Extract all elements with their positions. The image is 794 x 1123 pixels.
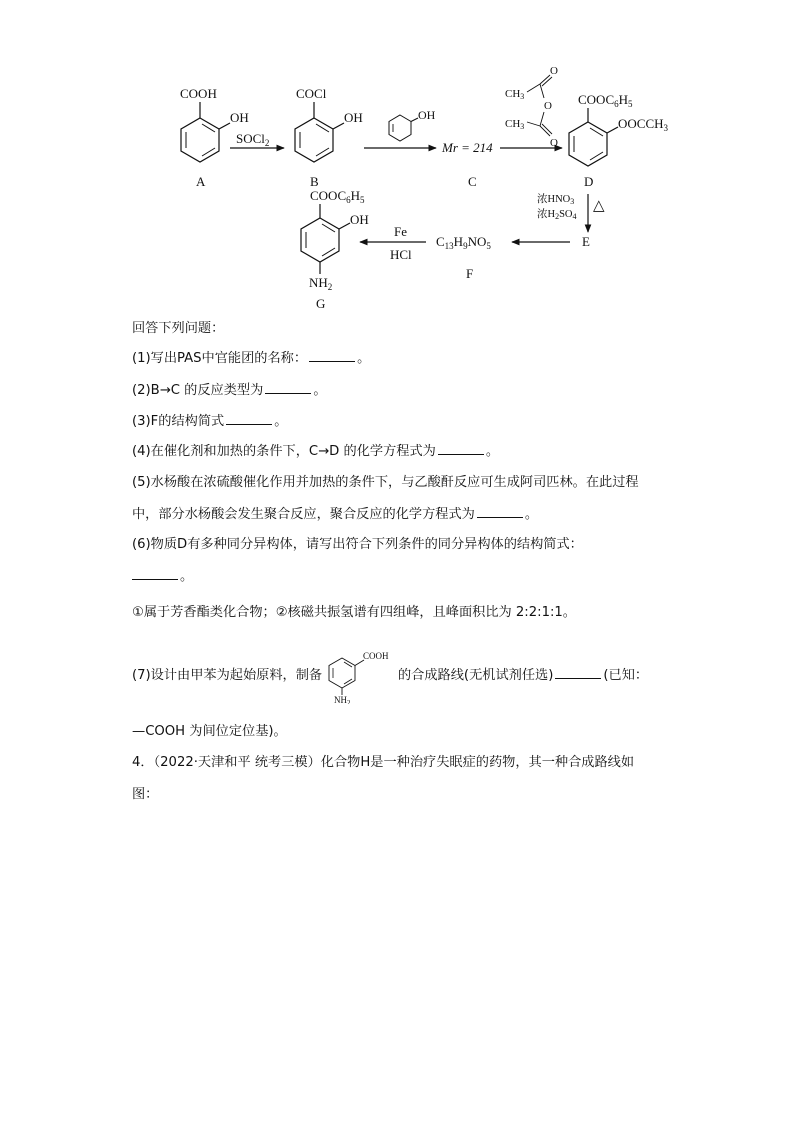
reaction-scheme: [150, 60, 690, 320]
answer-blank-6[interactable]: [132, 567, 178, 580]
mol7-cooh-label: COOH: [363, 651, 389, 661]
svg-text:O: O: [550, 65, 558, 77]
reagent-socl2: SOCl$_2$: [236, 131, 270, 148]
question-2: (2)B→C 的反应类型为 。: [132, 383, 327, 398]
g-cooc6h5-label: $COOC_6H_5$: [310, 188, 365, 205]
question-4: (4)在催化剂和加热的条件下，C→D 的化学方程式为 。: [132, 444, 500, 459]
question-5-line-2: 中，部分水杨酸会发生聚合反应，聚合反应的化学方程式为 。: [132, 507, 539, 522]
svg-text:CH3: CH3: [505, 88, 525, 101]
svg-text:O: O: [550, 137, 558, 149]
b-label: B: [310, 174, 319, 189]
question-3: (3)F的结构简式 。: [132, 414, 288, 429]
c-label: C: [468, 174, 477, 189]
heat-symbol: △: [593, 198, 605, 214]
svg-text:CH3: CH3: [505, 118, 525, 131]
g-nh2-label: $NH_2$: [309, 275, 333, 292]
a-oh-label: OH: [230, 110, 249, 125]
question-7-part-b: 的合成路线(无机试剂任选) (已知：: [398, 668, 649, 683]
b-oh-label: OH: [344, 110, 363, 125]
arrow-b-c: [364, 108, 436, 148]
mol7-nh2-label: $NH_2$: [334, 695, 351, 704]
question-6-conditions: ①属于芳香酯类化合物；②核磁共振氢谱有四组峰，且峰面积比为 2:2:1:1。: [132, 605, 576, 620]
reagent-fe: Fe: [394, 224, 407, 239]
phenol-structure: [389, 108, 436, 141]
molecule-d: [569, 92, 669, 189]
answer-blank-3[interactable]: [226, 412, 272, 425]
question-1: (1)写出PAS中官能团的名称： 。: [132, 351, 371, 366]
f-label: F: [466, 266, 474, 281]
e-label: E: [582, 234, 590, 249]
g-label: G: [316, 296, 326, 311]
a-label: A: [196, 174, 206, 189]
problem-4-line-2: 图：: [132, 787, 159, 802]
molecule-g: [301, 188, 369, 311]
answer-blank-5[interactable]: [477, 505, 523, 518]
arrow-a-b: [230, 131, 284, 148]
a-cooh-label: COOH: [180, 86, 217, 101]
phenol-oh-label: OH: [418, 108, 436, 122]
answer-blank-1[interactable]: [309, 349, 355, 362]
reagent-h2so4: 浓H2SO4: [537, 209, 577, 221]
d-cooc6h5-label: $COOC_6H_5$: [578, 92, 633, 109]
molecule-b: [295, 86, 363, 189]
f-formula: $C_{13}H_9NO_5$: [436, 234, 491, 251]
svg-text:O: O: [544, 100, 552, 112]
answer-blank-2[interactable]: [265, 381, 311, 394]
arrow-f-g: [360, 224, 426, 262]
question-7-note: —COOH 为间位定位基)。: [132, 724, 287, 739]
g-oh-label: OH: [350, 212, 369, 227]
d-ooccH3-label: $OOCCH_3$: [618, 116, 669, 133]
d-label: D: [584, 174, 594, 189]
arrow-c-d: [500, 65, 562, 149]
target-molecule-3-aminobenzoic-acid: [318, 642, 398, 704]
question-5-line-1: (5)水杨酸在浓硫酸催化作用并加热的条件下，与乙酸酐反应可生成阿司匹林。在此过程: [132, 475, 639, 490]
arrow-d-e: [537, 192, 605, 232]
reagent-hno3: 浓HNO3: [537, 194, 575, 206]
reagent-hcl: HCl: [390, 247, 412, 262]
questions-intro: 回答下列问题：: [132, 321, 225, 336]
question-6-line-2: 。: [132, 566, 193, 588]
answer-blank-4[interactable]: [438, 442, 484, 455]
problem-4-line-1: 4．（2022·天津和平 统考三模）化合物H是一种治疗失眠症的药物，其一种合成路线如: [132, 755, 635, 770]
answer-blank-7[interactable]: [555, 666, 601, 679]
b-cocl-label: COCl: [296, 86, 327, 101]
c-mr-label: Mr = 214: [442, 140, 493, 155]
question-6-line-1: (6)物质D有多种同分异构体，请写出符合下列条件的同分异构体的结构简式：: [132, 537, 583, 552]
acetic-anhydride-structure: [505, 65, 558, 149]
question-7-part-a: (7)设计由甲苯为起始原料，制备: [132, 668, 323, 683]
